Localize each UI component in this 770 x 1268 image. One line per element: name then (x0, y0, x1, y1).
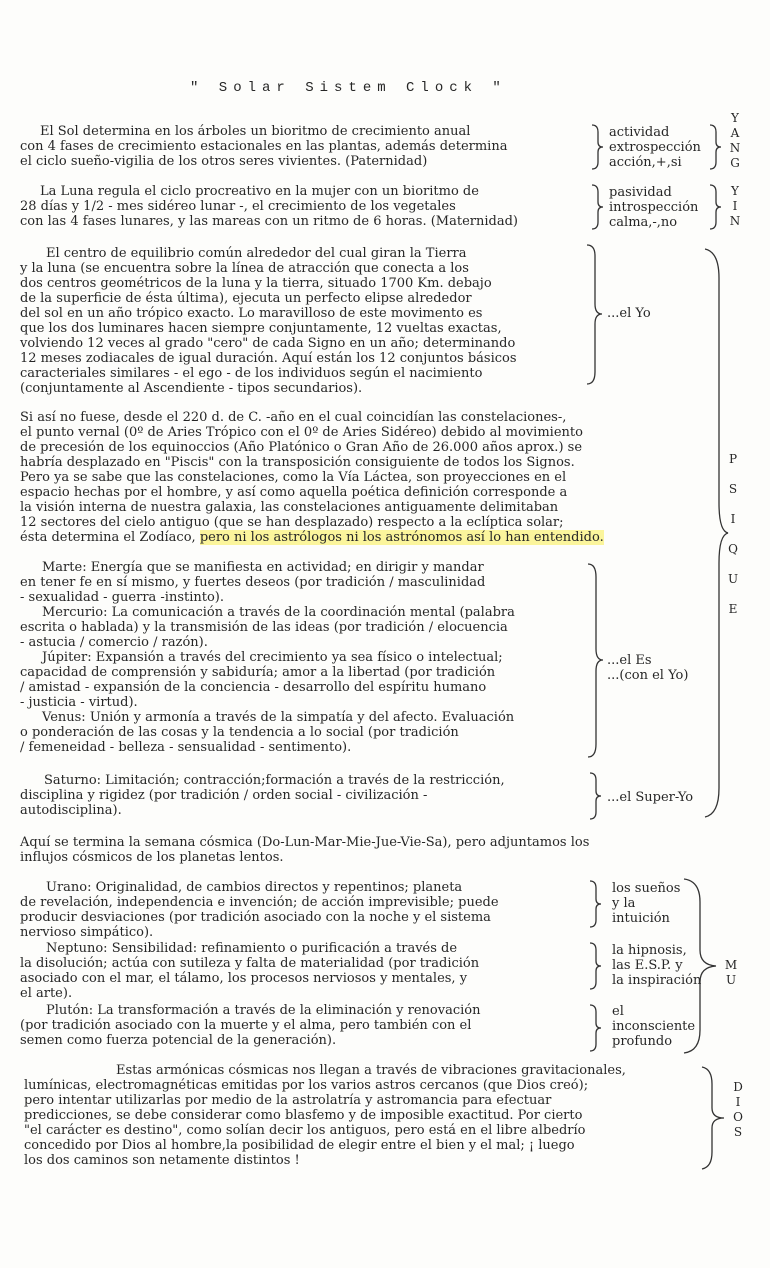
paragraph-vernal (20, 410, 604, 545)
text-line: La Luna regula el ciclo procreativo en la mujer con un bioritmo de (40, 184, 479, 199)
text-line: (por tradición asociado con la muerte y el alma, pero también con el (20, 1018, 472, 1033)
text-line: 28 días y 1/2 - mes sidéreo lunar -, el crecimiento de los vegetales (20, 199, 456, 214)
label-line: calma,-,no (609, 215, 678, 230)
label-line: y la (612, 896, 636, 911)
highlighted-sentence: pero ni los astrólogos ni los astrónomos así lo han entendido. (199, 530, 604, 545)
paragraph-final (24, 1063, 626, 1168)
text-line: predicciones, se debe considerar como blasfemo y de imposible exactitud. Por cierto (24, 1108, 583, 1123)
brace-neptuno (588, 942, 602, 990)
text-line: el arte). (20, 986, 73, 1001)
text-line: (conjuntamente al Ascendiente - tipos secundarios). (20, 381, 363, 396)
letter: A (730, 126, 740, 140)
letter: Q (728, 542, 738, 556)
letter: S (728, 482, 738, 496)
text-line: producir desviaciones (por tradición asociado con la noche y el sistema (20, 910, 491, 925)
paragraph-pluton (20, 1003, 480, 1048)
text-line: Estas armónicas cósmicas nos llegan a través de vibraciones gravitacionales, (116, 1063, 626, 1078)
label-line: actividad (609, 125, 670, 140)
letter: G (730, 156, 740, 170)
label-line: acción,+,si (609, 155, 682, 170)
text-line: la visión interna de nuestra galaxia, las constelaciones antiguamente delimitaban (20, 500, 559, 515)
labels-el-es (607, 653, 688, 683)
label-line: el (612, 1004, 624, 1019)
letter: M (724, 958, 738, 972)
paragraph-sol (20, 124, 507, 169)
text-line: de revelación, independencia e invención; de acción imprevisible; puede (20, 895, 499, 910)
text-fragment: ésta determina el Zodíaco, (20, 530, 200, 545)
letter: S (733, 1125, 743, 1139)
labels-urano (612, 881, 680, 926)
labels-luna (609, 185, 698, 230)
side-word-psique (726, 452, 740, 617)
text-line: 12 meses zodiacales de igual duración. Aquí están los 12 conjuntos básicos (20, 351, 517, 366)
letter: E (728, 602, 738, 616)
label-line: inconsciente (612, 1019, 696, 1034)
text-line: del sol en un año trópico exacto. Lo maravilloso de este movimento es (20, 306, 483, 321)
text-line: de precesión de los equinoccios (Año Platónico o Gran Año de 26.000 años aprox.) se (20, 440, 583, 455)
label-line: pasividad (609, 185, 672, 200)
text-line: - sexualidad - guerra -instinto). (20, 590, 225, 605)
text-line: / amistad - expansión de la conciencia - desarrollo del espíritu humano (20, 680, 487, 695)
text-line: el punto vernal (0º de Aries Trópico con el 0º de Aries Sidéreo) debido al movimiento (20, 425, 583, 440)
text-line: pero intentar utilizarlas por medio de la astrolatría y astromancia para efectuar (24, 1093, 552, 1108)
text-line: influjos cósmicos de los planetas lentos. (20, 850, 284, 865)
brace-urano (588, 880, 602, 928)
text-line: concedido por Dios al hombre,la posibilidad de elegir entre el bien y el mal; ¡ luego (24, 1138, 575, 1153)
brace-mu (682, 878, 718, 1054)
paragraph-centro (20, 246, 517, 396)
text-line: Plutón: La transformación a través de la eliminación y renovación (46, 1003, 481, 1018)
letter: I (735, 1095, 741, 1109)
text-line: Venus: Unión y armonía a través de la simpatía y del afecto. Evaluación (42, 710, 515, 725)
text-line: la disolución; actúa con sutileza y falta de materialidad (por tradición (20, 956, 480, 971)
letter: D (733, 1080, 743, 1094)
text-line: semen como fuerza potencial de la generación). (20, 1033, 337, 1048)
text-line: Si así no fuese, desde el 220 d. de C. -año en el cual coincidían las constelaciones-, (20, 410, 567, 425)
label-line: extrospección (609, 140, 701, 155)
side-word-dios (731, 1080, 745, 1140)
text-line: con 4 fases de crecimiento estacionales en las plantas, además determina (20, 139, 508, 154)
text-line: Neptuno: Sensibilidad: refinamiento o purificación a través de (46, 941, 458, 956)
brace-saturno (588, 772, 602, 820)
text-line: nervioso simpático). (20, 925, 154, 940)
text-line: Marte: Energía que se manifiesta en actividad; en dirigir y mandar (42, 560, 484, 575)
letter: I (730, 512, 736, 526)
text-line: disciplina y rigidez (por tradición / orden social - civilización - (20, 788, 428, 803)
text-line: El centro de equilibrio común alrededor del cual giran la Tierra (46, 246, 467, 261)
text-line: los dos caminos son netamente distintos ! (24, 1153, 300, 1168)
label-line: la hipnosis, (612, 943, 687, 958)
side-word-yang (728, 111, 742, 171)
text-line: con las 4 fases lunares, y las mareas con un ritmo de 6 horas. (Maternidad) (20, 214, 518, 229)
text-line: Saturno: Limitación; contracción;formación a través de la restricción, (44, 773, 505, 788)
document-title: " Solar Sistem Clock " (190, 80, 507, 96)
label-line: los sueños (612, 881, 681, 896)
text-line: volviendo 12 veces al grado "cero" de cada Signo en un año; determinando (20, 336, 516, 351)
label-line: intuición (612, 911, 670, 926)
label-line: las E.S.P. y (612, 958, 683, 973)
paragraph-semana (20, 835, 589, 865)
text-line: - astucia / comercio / razón). (20, 635, 208, 650)
text-line: lumínicas, electromagnéticas emitidas por los varios astros cercanos (que Dios creó); (24, 1078, 589, 1093)
text-line: habría desplazado en "Piscis" con la transposición consiguiente de todos los Signos. (20, 455, 575, 470)
label-el-yo: ...el Yo (607, 306, 651, 321)
paragraph-urano (20, 880, 499, 940)
text-line: caracteriales similares - el ego - de los individuos según el nacimiento (20, 366, 483, 381)
brace-planetas (586, 563, 604, 759)
letter: N (729, 141, 741, 155)
brace-yin (708, 184, 722, 230)
text-line: 12 sectores del cielo antiguo (que se han desplazado) respecto a la eclíptica solar; (20, 515, 564, 530)
label-line: ...el Es (607, 653, 652, 668)
label-line: profundo (612, 1034, 673, 1049)
text-line: Aquí se termina la semana cósmica (Do-Lun-Mar-Mie-Jue-Vie-Sa), pero adjuntamos los (20, 835, 590, 850)
letter: U (727, 572, 739, 586)
label-el-super-yo: ...el Super-Yo (607, 790, 694, 805)
text-line: Urano: Originalidad, de cambios directos y repentinos; planeta (46, 880, 463, 895)
brace-luna (590, 184, 604, 230)
text-line: El Sol determina en los árboles un bioritmo de crecimiento anual (40, 124, 471, 139)
text-line: de la superficie de ésta última), ejecuta un perfecto elipse alrededor (20, 291, 472, 306)
text-line: asociado con el mar, el tálamo, los procesos nerviosos y mentales, y (20, 971, 468, 986)
text-line: escrita o hablada) y la transmisión de las ideas (por tradición / elocuencia (20, 620, 508, 635)
letter: P (728, 452, 738, 466)
text-line: dos centros geométricos de la luna y la tierra, situado 1700 Km. debajo (20, 276, 492, 291)
letter: O (733, 1110, 743, 1124)
side-word-yin (728, 184, 742, 229)
letter: U (725, 973, 737, 987)
text-line: o ponderación de las cosas y la tendencia a lo social (por tradición (20, 725, 459, 740)
text-line: Mercurio: La comunicación a través de la coordinación mental (palabra (42, 605, 515, 620)
side-word-mu (724, 958, 738, 988)
brace-yang (708, 124, 722, 170)
paragraph-neptuno (20, 941, 479, 1001)
text-line: capacidad de comprensión y sabiduría; amor a la libertad (por tradición (20, 665, 496, 680)
text-line (20, 530, 604, 545)
text-line: / femeneidad - belleza - sensualidad - sentimento). (20, 740, 352, 755)
letter: I (732, 199, 738, 213)
letter: N (729, 214, 741, 228)
label-line: introspección (609, 200, 699, 215)
text-line: autodisciplina). (20, 803, 122, 818)
text-line: y la luna (se encuentra sobre la línea de atracción que conecta a los (20, 261, 469, 276)
letter: Y (731, 111, 739, 125)
labels-sol (609, 125, 701, 170)
paragraph-saturno (20, 773, 505, 818)
text-line: en tener fe en sí mismo, y fuertes deseos (por tradición / masculinidad (20, 575, 486, 590)
text-line: "el carácter es destino", como solían decir los antiguos, pero está en el libre albedrío (24, 1123, 586, 1138)
text-line: - justicia - virtud). (20, 695, 138, 710)
paragraph-planetas (20, 560, 515, 755)
brace-centro (585, 244, 603, 386)
text-line: espacio hechas por el hombre, y así como aquella poética definición corresponde a (20, 485, 568, 500)
brace-sol (590, 124, 604, 170)
text-line: que los dos luminares hacen siempre conjuntamente, 12 vueltas exactas, (20, 321, 502, 336)
text-line: Pero ya se sabe que las constelaciones, como la Vía Láctea, son proyecciones en el (20, 470, 567, 485)
label-line: la inspiración (612, 973, 702, 988)
paragraph-luna (20, 184, 518, 229)
text-line: el ciclo sueño-vigilia de los otros seres vivientes. (Paternidad) (20, 154, 428, 169)
letter: Y (731, 184, 739, 198)
brace-dios (700, 1066, 726, 1170)
brace-pluton (588, 1004, 602, 1052)
text-line: Júpiter: Expansión a través del crecimiento ya sea físico o intelectual; (42, 650, 503, 665)
label-line: ...(con el Yo) (607, 668, 689, 683)
